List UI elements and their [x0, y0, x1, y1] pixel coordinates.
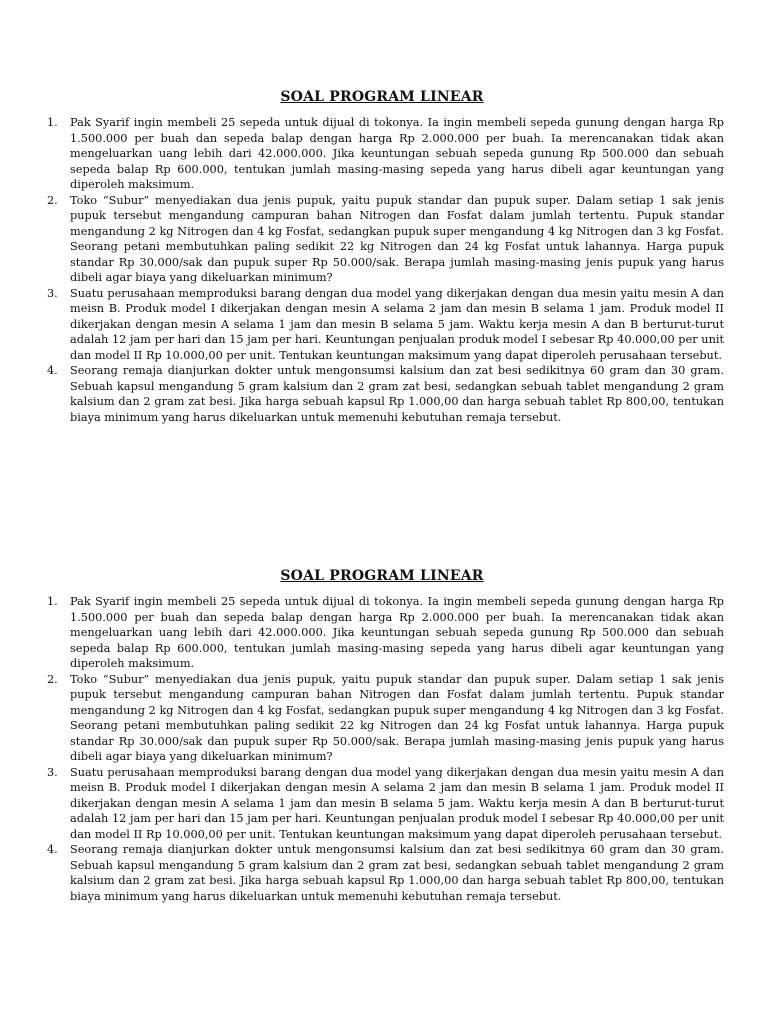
question-sheet-top [40, 88, 724, 425]
question-item [40, 672, 724, 765]
question-text: Pak Syarif ingin membeli 25 sepeda untuk dijual di tokonya. Ia ingin membeli sepeda gunung dengan harga Rp 1.500.000 per buah dan sepeda balap dengan harga Rp 2.000.000 per buah. Ia merencanakan tidak akan mengeluarkan uang lebih dari 42.000.000. Jika keuntungan sebuah sepeda gunung Rp 500.000 dan sebuah sepeda balap Rp 600.000, tentukan jumlah masing-masing sepeda yang harus dibeli agar keuntungan yang diperoleh maksimum. [70, 595, 724, 670]
sheet-title: SOAL PROGRAM LINEAR [280, 568, 484, 584]
question-item [40, 286, 724, 364]
question-list [40, 594, 724, 904]
question-text: Seorang remaja dianjurkan dokter untuk mengonsumsi kalsium dan zat besi sedikitnya 60 gram dan 30 gram. Sebuah kapsul mengandung 5 gram kalsium dan 2 gram zat besi, sedangkan sebuah tablet mengandung 2 gram kalsium dan 2 gram zat besi. Jika harga sebuah kapsul Rp 1.000,00 dan harga sebuah tablet Rp 800,00, tentukan biaya minimum yang harus dikeluarkan untuk memenuhi kebutuhan remaja tersebut. [70, 364, 724, 424]
question-text: Suatu perusahaan memproduksi barang dengan dua model yang dikerjakan dengan dua mesin yaitu mesin A dan meisn B. Produk model I dikerjakan dengan mesin A selama 2 jam dan mesin B selama 1 jam. Produk model II dikerjakan dengan mesin A selama 1 jam dan mesin B selama 5 jam. Waktu kerja mesin A dan B berturut-turut adalah 12 jam per hari dan 15 jam per hari. Keuntungan penjualan produk model I sebesar Rp 40.000,00 per unit dan model II Rp 10.000,00 per unit. Tentukan keuntungan maksimum yang dapat diperoleh perusahaan tersebut. [70, 286, 724, 362]
question-item [40, 193, 724, 286]
question-item [40, 765, 724, 843]
question-number: 3. [47, 765, 58, 779]
question-text: Toko “Subur” menyediakan dua jenis pupuk, yaitu pupuk standar dan pupuk super. Dalam setiap 1 sak jenis pupuk tersebut mengandung campuran bahan Nitrogen dan Fosfat dalam jumlah tertentu. Pupuk standar mengandung 2 kg Nitrogen dan 4 kg Fosfat, sedangkan pupuk super mengandung 4 kg Nitrogen dan 3 kg Fosfat. Seorang petani membutuhkan paling sedikit 22 kg Nitrogen dan 24 kg Fosfat untuk lahannya. Harga pupuk standar Rp 30.000/sak dan pupuk super Rp 50.000/sak. Berapa jumlah masing-masing jenis pupuk yang harus dibeli agar biaya yang dikeluarkan minimum? [70, 193, 724, 284]
question-text: Suatu perusahaan memproduksi barang dengan dua model yang dikerjakan dengan dua mesin yaitu mesin A dan meisn B. Produk model I dikerjakan dengan mesin A selama 2 jam dan mesin B selama 1 jam. Produk model II dikerjakan dengan mesin A selama 1 jam dan mesin B selama 5 jam. Waktu kerja mesin A dan B berturut-turut adalah 12 jam per hari dan 15 jam per hari. Keuntungan penjualan produk model I sebesar Rp 40.000,00 per unit dan model II Rp 10.000,00 per unit. Tentukan keuntungan maksimum yang dapat diperoleh perusahaan tersebut. [70, 765, 724, 841]
question-item [40, 842, 724, 904]
question-number: 4. [47, 843, 58, 856]
question-list [40, 115, 724, 425]
question-number: 2. [47, 672, 58, 686]
question-text: Seorang remaja dianjurkan dokter untuk mengonsumsi kalsium dan zat besi sedikitnya 60 gram dan 30 gram. Sebuah kapsul mengandung 5 gram kalsium dan 2 gram zat besi, sedangkan sebuah tablet mengandung 2 gram kalsium dan 2 gram zat besi. Jika harga sebuah kapsul Rp 1.000,00 dan harga sebuah tablet Rp 800,00, tentukan biaya minimum yang harus dikeluarkan untuk memenuhi kebutuhan remaja tersebut. [70, 843, 724, 903]
question-number: 1. [47, 595, 58, 608]
question-number: 3. [47, 286, 58, 300]
question-item [40, 594, 724, 672]
sheet-title: SOAL PROGRAM LINEAR [280, 89, 484, 105]
question-number: 4. [47, 364, 58, 377]
question-item [40, 115, 724, 193]
question-number: 1. [47, 116, 58, 129]
question-number: 2. [47, 193, 58, 207]
question-sheet-bottom [40, 567, 724, 904]
question-text: Toko “Subur” menyediakan dua jenis pupuk, yaitu pupuk standar dan pupuk super. Dalam setiap 1 sak jenis pupuk tersebut mengandung campuran bahan Nitrogen dan Fosfat dalam jumlah tertentu. Pupuk standar mengandung 2 kg Nitrogen dan 4 kg Fosfat, sedangkan pupuk super mengandung 4 kg Nitrogen dan 3 kg Fosfat. Seorang petani membutuhkan paling sedikit 22 kg Nitrogen dan 24 kg Fosfat untuk lahannya. Harga pupuk standar Rp 30.000/sak dan pupuk super Rp 50.000/sak. Berapa jumlah masing-masing jenis pupuk yang harus dibeli agar biaya yang dikeluarkan minimum? [70, 672, 724, 763]
question-text: Pak Syarif ingin membeli 25 sepeda untuk dijual di tokonya. Ia ingin membeli sepeda gunung dengan harga Rp 1.500.000 per buah dan sepeda balap dengan harga Rp 2.000.000 per buah. Ia merencanakan tidak akan mengeluarkan uang lebih dari 42.000.000. Jika keuntungan sebuah sepeda gunung Rp 500.000 dan sebuah sepeda balap Rp 600.000, tentukan jumlah masing-masing sepeda yang harus dibeli agar keuntungan yang diperoleh maksimum. [70, 116, 724, 191]
question-item [40, 363, 724, 425]
